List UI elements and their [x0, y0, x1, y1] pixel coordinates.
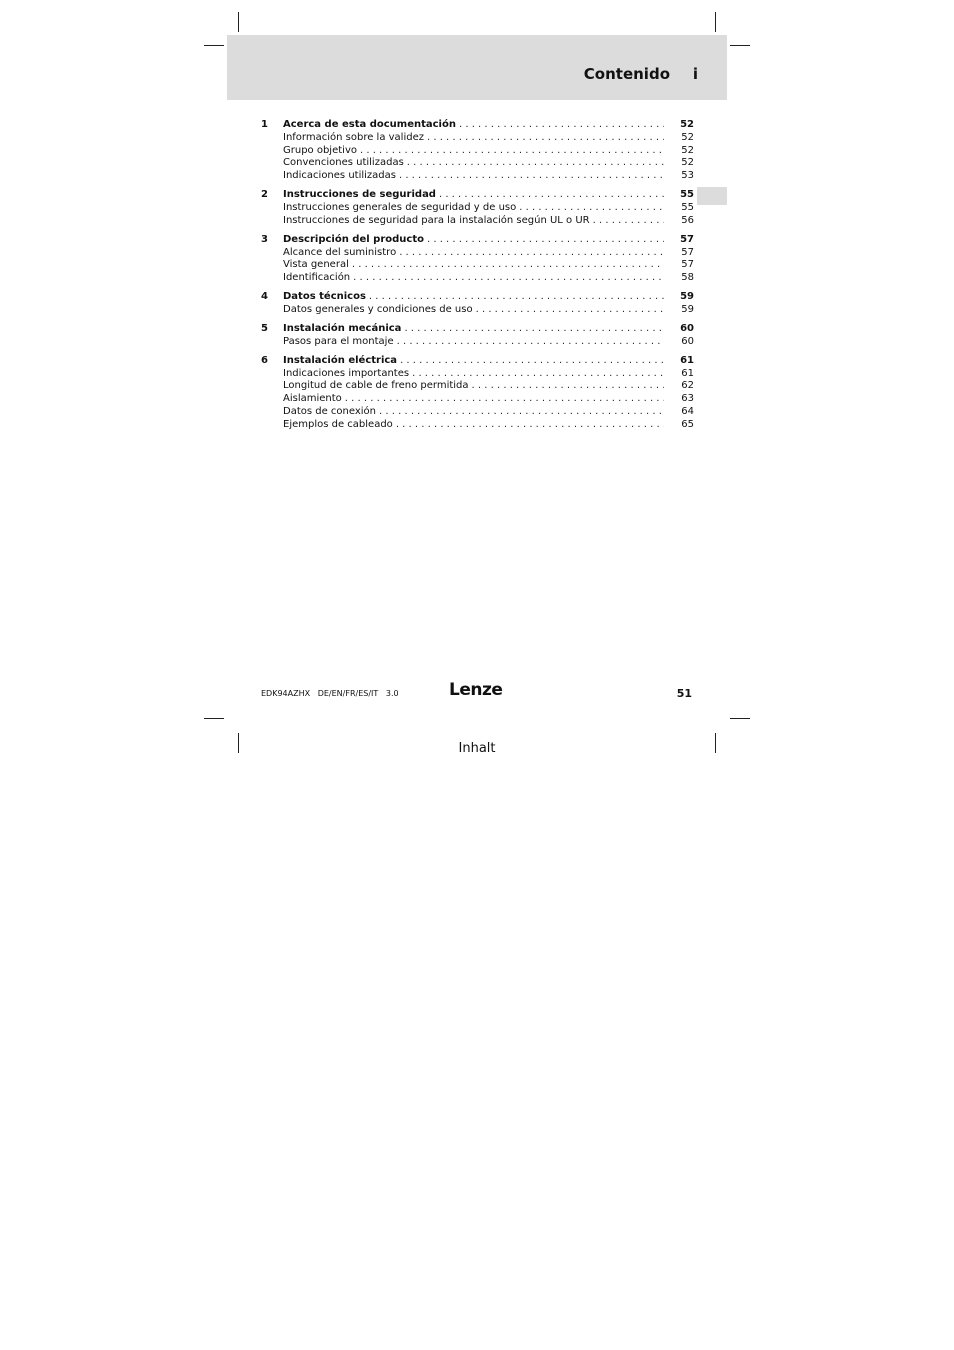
item-page: 56	[681, 214, 694, 226]
toc-section	[261, 320, 694, 348]
item-title: Longitud de cable de freno permitida	[283, 380, 469, 392]
item-title: Grupo objetivo	[283, 144, 357, 156]
item-page: 52	[681, 144, 694, 156]
dot-leader	[399, 170, 664, 182]
dot-leader	[369, 291, 664, 303]
item-title: Convenciones utilizadas	[283, 157, 404, 169]
dot-leader	[459, 119, 664, 131]
toc-item-row	[261, 303, 694, 316]
toc-chapter-row	[261, 231, 694, 246]
document-id: EDK94AZHX DE/EN/FR/ES/IT 3.0	[261, 689, 399, 698]
chapter-number: 4	[261, 291, 268, 303]
toc-section	[261, 231, 694, 284]
item-page: 61	[681, 367, 694, 379]
toc-item-row	[261, 214, 694, 227]
item-page: 55	[681, 201, 694, 213]
page-title: Contenido	[583, 65, 670, 83]
chapter-number: 3	[261, 233, 268, 245]
crop-mark	[715, 12, 716, 32]
item-page: 65	[681, 418, 694, 430]
item-page: 53	[681, 170, 694, 182]
toc-section	[261, 116, 694, 182]
crop-mark	[238, 12, 239, 32]
chapter-title: Descripción del producto	[283, 233, 424, 245]
item-page: 59	[681, 303, 694, 315]
chapter-number: 2	[261, 189, 268, 201]
dot-leader	[476, 304, 664, 316]
dot-leader	[400, 355, 664, 367]
dot-leader	[412, 368, 664, 380]
chapter-page: 61	[680, 354, 694, 366]
header-band	[227, 35, 727, 100]
crop-mark	[204, 718, 224, 719]
chapter-title: Instalación eléctrica	[283, 354, 398, 366]
dot-leader	[353, 272, 664, 284]
chapter-page: 60	[680, 322, 694, 334]
dot-leader	[519, 202, 664, 214]
item-page: 52	[681, 157, 694, 169]
item-title: Aislamiento	[283, 393, 342, 405]
chapter-page: 52	[680, 119, 694, 130]
dot-leader	[379, 406, 664, 418]
chapter-marker: i	[692, 65, 698, 83]
chapter-number: 1	[261, 119, 268, 130]
dot-leader	[439, 189, 664, 201]
lenze-logo: Lenze	[449, 680, 503, 700]
chapter-page: 59	[680, 291, 694, 303]
chapter-title: Acerca de esta documentación	[283, 119, 456, 130]
toc-item-row	[261, 246, 694, 259]
dot-leader	[399, 247, 664, 259]
item-title: Instrucciones de seguridad para la instalación según UL o UR	[283, 214, 590, 226]
thumb-tab	[697, 187, 727, 205]
dot-leader	[352, 259, 664, 271]
crop-mark	[204, 45, 224, 46]
dot-leader	[397, 336, 664, 348]
item-title: Indicaciones utilizadas	[283, 170, 396, 182]
item-page: 57	[681, 259, 694, 271]
toc-chapter-row	[261, 288, 694, 303]
dot-leader	[427, 234, 664, 246]
item-title: Datos de conexión	[283, 405, 377, 417]
item-page: 63	[681, 393, 694, 405]
dot-leader	[345, 393, 664, 405]
item-title: Ejemplos de cableado	[283, 418, 393, 430]
item-title: Información sobre la validez	[283, 131, 424, 143]
chapter-title: Instalación mecánica	[283, 322, 402, 334]
chapter-number: 6	[261, 354, 268, 366]
toc-item-row	[261, 418, 694, 431]
item-title: Pasos para el montaje	[283, 335, 394, 347]
toc-section	[261, 352, 694, 431]
dot-leader	[407, 157, 664, 169]
toc-item-row	[261, 144, 694, 157]
toc-item-row	[261, 201, 694, 214]
item-page: 57	[681, 246, 694, 258]
dot-leader	[360, 145, 664, 157]
toc-item-row	[261, 405, 694, 418]
toc-item-row	[261, 367, 694, 380]
chapter-title: Instrucciones de seguridad	[283, 189, 436, 201]
item-page: 52	[681, 131, 694, 143]
toc-item-row	[261, 259, 694, 272]
item-title: Datos generales y condiciones de uso	[283, 303, 473, 315]
toc-chapter-row	[261, 320, 694, 335]
toc-section	[261, 186, 694, 227]
crop-mark	[730, 45, 750, 46]
item-title: Instrucciones generales de seguridad y de uso	[283, 201, 517, 213]
dot-leader	[472, 380, 664, 392]
page-number: 51	[676, 687, 692, 700]
table-of-contents	[261, 116, 694, 435]
toc-item-row	[261, 131, 694, 144]
item-title: Vista general	[283, 259, 349, 271]
chapter-number: 5	[261, 322, 268, 334]
toc-section	[261, 288, 694, 316]
toc-chapter-row	[261, 186, 694, 201]
toc-chapter-row	[261, 116, 694, 131]
toc-chapter-row	[261, 352, 694, 367]
chapter-title: Datos técnicos	[283, 291, 366, 303]
toc-item-row	[261, 335, 694, 348]
toc-item-row	[261, 392, 694, 405]
dot-leader	[427, 132, 664, 144]
item-title: Identificación	[283, 272, 351, 284]
toc-item-row	[261, 271, 694, 284]
toc-item-row	[261, 169, 694, 182]
toc-item-row	[261, 380, 694, 393]
dot-leader	[593, 215, 664, 227]
chapter-page: 55	[680, 189, 694, 201]
crop-mark	[730, 718, 750, 719]
item-title: Indicaciones importantes	[283, 367, 410, 379]
item-title: Alcance del suministro	[283, 246, 397, 258]
item-page: 60	[681, 335, 694, 347]
dot-leader	[396, 419, 664, 431]
item-page: 64	[681, 405, 694, 417]
caption-label: Inhalt	[458, 741, 496, 756]
item-page: 58	[681, 272, 694, 284]
item-page: 62	[681, 380, 694, 392]
chapter-page: 57	[680, 233, 694, 245]
toc-item-row	[261, 157, 694, 170]
dot-leader	[404, 323, 664, 335]
